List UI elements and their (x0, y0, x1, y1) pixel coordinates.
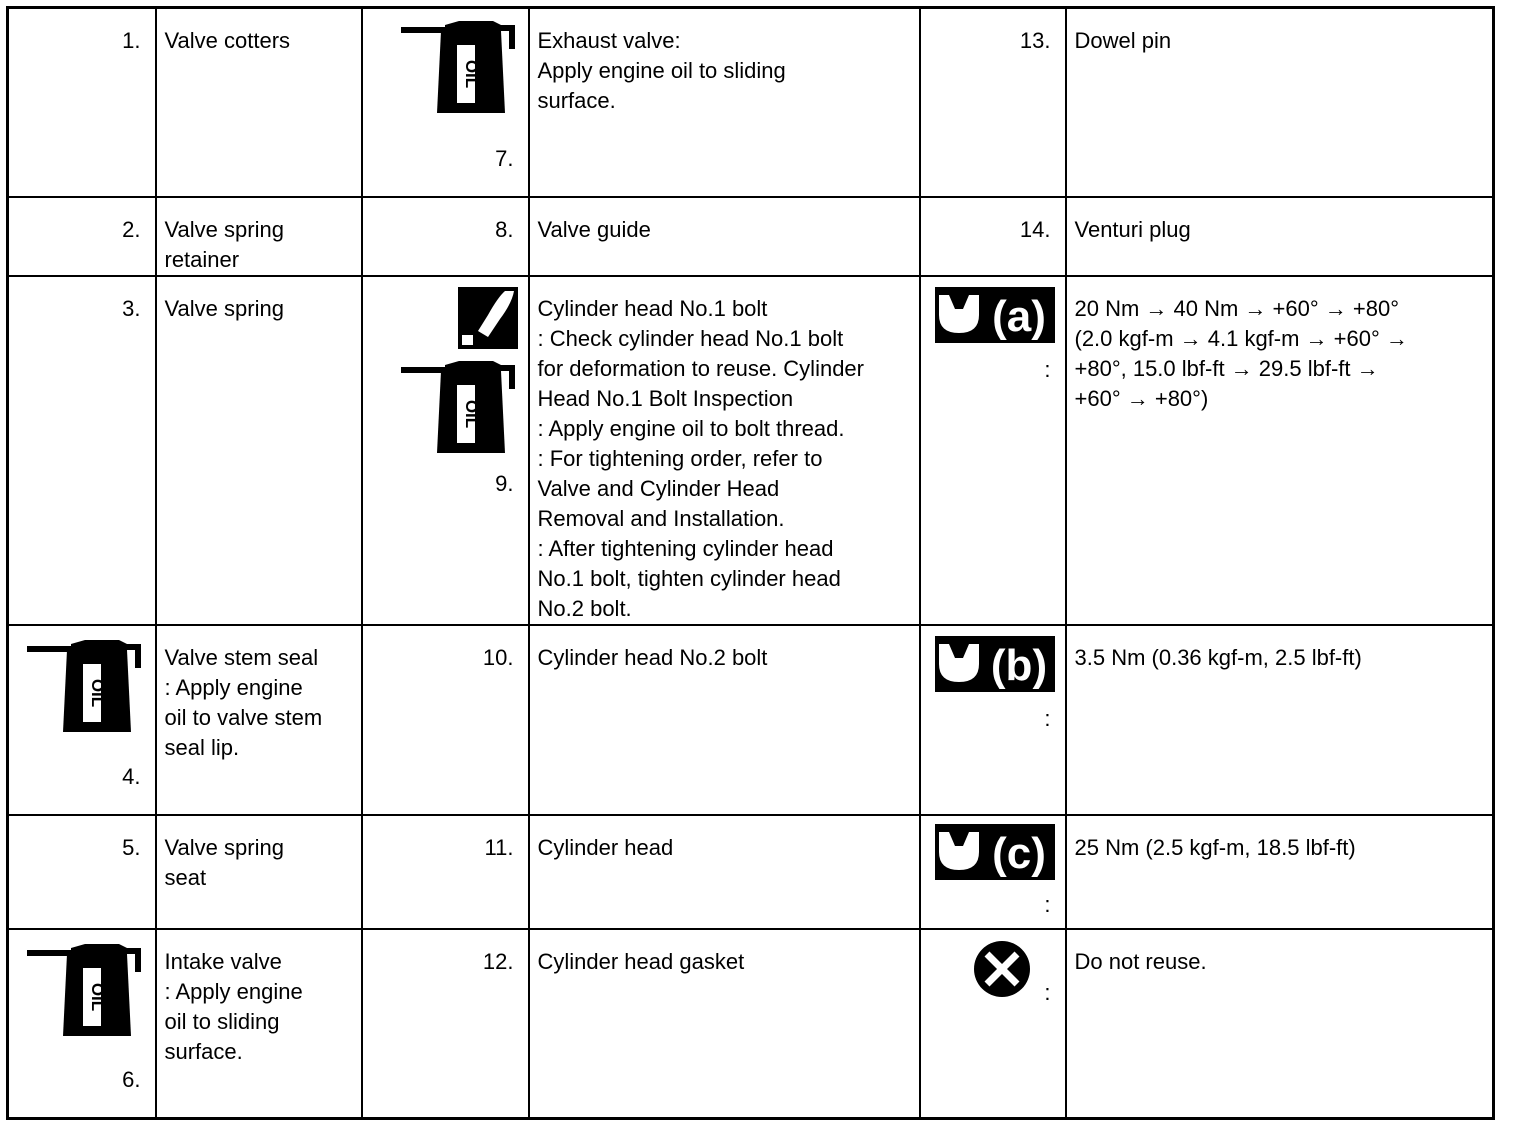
torque-wrench-c-icon (935, 824, 1055, 880)
description-line: Valve spring (164, 834, 284, 860)
table-row (8, 276, 1494, 625)
description-line: Cylinder head gasket (537, 948, 745, 974)
item-number: 5. (122, 834, 141, 860)
item-description (156, 625, 362, 815)
description-line: +80°, 15.0 lbf-ft → 29.5 lbf-ft → (1074, 355, 1379, 381)
description-line: Valve guide (537, 216, 651, 242)
table-row (8, 625, 1494, 815)
svg-text:(a): (a) (991, 291, 1046, 341)
item-number: 8. (495, 216, 514, 242)
torque-wrench-b-icon (935, 636, 1055, 692)
description-line: Removal and Installation. (537, 505, 785, 531)
description-line: : Apply engine (164, 674, 303, 700)
item-number: 14. (1019, 216, 1051, 242)
item-number-cell (920, 815, 1066, 929)
description-line: Valve cotters (164, 28, 291, 53)
torque-wrench-a-icon (935, 287, 1055, 343)
description-line: Valve and Cylinder Head (537, 475, 780, 501)
item-number: 4. (122, 763, 141, 789)
table-row (8, 8, 1494, 197)
description-line: Intake valve (164, 948, 282, 974)
description-line: Dowel pin (1074, 28, 1172, 53)
description-line: : After tightening cylinder head (537, 535, 834, 561)
description-line: 3.5 Nm (0.36 kgf-m, 2.5 lbf-ft) (1074, 644, 1362, 670)
item-description (1066, 276, 1494, 625)
do-not-reuse-icon (973, 940, 1031, 998)
item-number-cell (362, 197, 529, 276)
item-number-cell (920, 197, 1066, 276)
item-description (529, 929, 920, 1119)
description-line: oil to valve stem (164, 704, 323, 730)
description-line: Head No.1 Bolt Inspection (537, 385, 794, 411)
description-line: : Check cylinder head No.1 bolt (537, 325, 844, 351)
description-line: retainer (164, 246, 240, 272)
item-number: 13. (1019, 28, 1051, 53)
item-description (1066, 8, 1494, 197)
item-description (156, 276, 362, 625)
description-line: 20 Nm → 40 Nm → +60° → +80° (1074, 295, 1399, 321)
description-line: Do not reuse. (1074, 948, 1207, 974)
parts-legend-table (6, 6, 1495, 1120)
item-number: 12. (482, 948, 514, 974)
description-line: +60° → +80°) (1074, 385, 1209, 411)
table-row (8, 929, 1494, 1119)
description-line: surface. (537, 88, 616, 113)
item-description (529, 197, 920, 276)
description-line: Valve spring (164, 295, 284, 321)
item-number-cell (362, 929, 529, 1119)
item-number: 7. (495, 145, 514, 171)
oil-can-icon (27, 942, 157, 1042)
item-number-cell (362, 276, 529, 625)
description-line: Cylinder head No.2 bolt (537, 644, 768, 670)
description-line: (2.0 kgf-m → 4.1 kgf-m → +60° → (1074, 325, 1408, 351)
item-number: 6. (122, 1067, 141, 1092)
item-description (1066, 625, 1494, 815)
description-line: Valve stem seal (164, 644, 319, 670)
item-number: 10. (482, 644, 514, 670)
item-number-cell (362, 8, 529, 197)
item-description (1066, 197, 1494, 276)
item-description (529, 815, 920, 929)
item-number: 2. (122, 216, 141, 242)
item-number-cell (8, 276, 156, 625)
description-line: 25 Nm (2.5 kgf-m, 18.5 lbf-ft) (1074, 834, 1356, 860)
item-description (529, 625, 920, 815)
item-number-cell (8, 197, 156, 276)
description-line: Apply engine oil to sliding (537, 58, 786, 83)
item-number-cell (8, 929, 156, 1119)
item-number-cell (920, 8, 1066, 197)
item-number-cell (8, 8, 156, 197)
item-description (156, 929, 362, 1119)
description-line: : Apply engine oil to bolt thread. (537, 415, 845, 441)
item-number-cell (8, 815, 156, 929)
description-line: Cylinder head No.1 bolt (537, 295, 768, 321)
description-line: No.1 bolt, tighten cylinder head (537, 565, 841, 591)
item-number-cell (920, 929, 1066, 1119)
item-description (156, 815, 362, 929)
svg-text:(c): (c) (991, 828, 1046, 878)
description-line: Cylinder head (537, 834, 674, 860)
description-line: oil to sliding (164, 1008, 280, 1034)
item-description (529, 8, 920, 197)
item-description (1066, 929, 1494, 1119)
oil-can-icon (401, 359, 531, 459)
table-row (8, 815, 1494, 929)
description-line: Exhaust valve: (537, 28, 681, 53)
table-row (8, 197, 1494, 276)
item-description (529, 276, 920, 625)
inspect-icon (458, 287, 518, 349)
item-number-cell (920, 276, 1066, 625)
item-description (156, 197, 362, 276)
item-number-cell (362, 815, 529, 929)
item-number-cell (8, 625, 156, 815)
item-number: : (1044, 891, 1051, 917)
item-number-cell (920, 625, 1066, 815)
description-line: seal lip. (164, 734, 240, 760)
item-number: : (1044, 705, 1051, 731)
item-number: : (1044, 356, 1051, 382)
description-line: : Apply engine (164, 978, 303, 1004)
item-number: 9. (495, 470, 514, 496)
description-line: No.2 bolt. (537, 595, 632, 621)
item-number-cell (362, 625, 529, 815)
svg-text:(b): (b) (990, 640, 1047, 690)
item-number: 1. (122, 28, 141, 53)
description-line: Venturi plug (1074, 216, 1191, 242)
description-line: : For tightening order, refer to (537, 445, 823, 471)
description-line: seat (164, 864, 207, 890)
oil-can-icon (401, 19, 531, 119)
description-line: surface. (164, 1038, 243, 1064)
item-number: 3. (122, 295, 141, 321)
item-number: : (1044, 979, 1051, 1005)
oil-can-icon (27, 638, 157, 738)
description-line: for deformation to reuse. Cylinder (537, 355, 864, 381)
item-description (1066, 815, 1494, 929)
description-line: Valve spring (164, 216, 284, 242)
item-number: 11. (484, 834, 514, 860)
item-description (156, 8, 362, 197)
